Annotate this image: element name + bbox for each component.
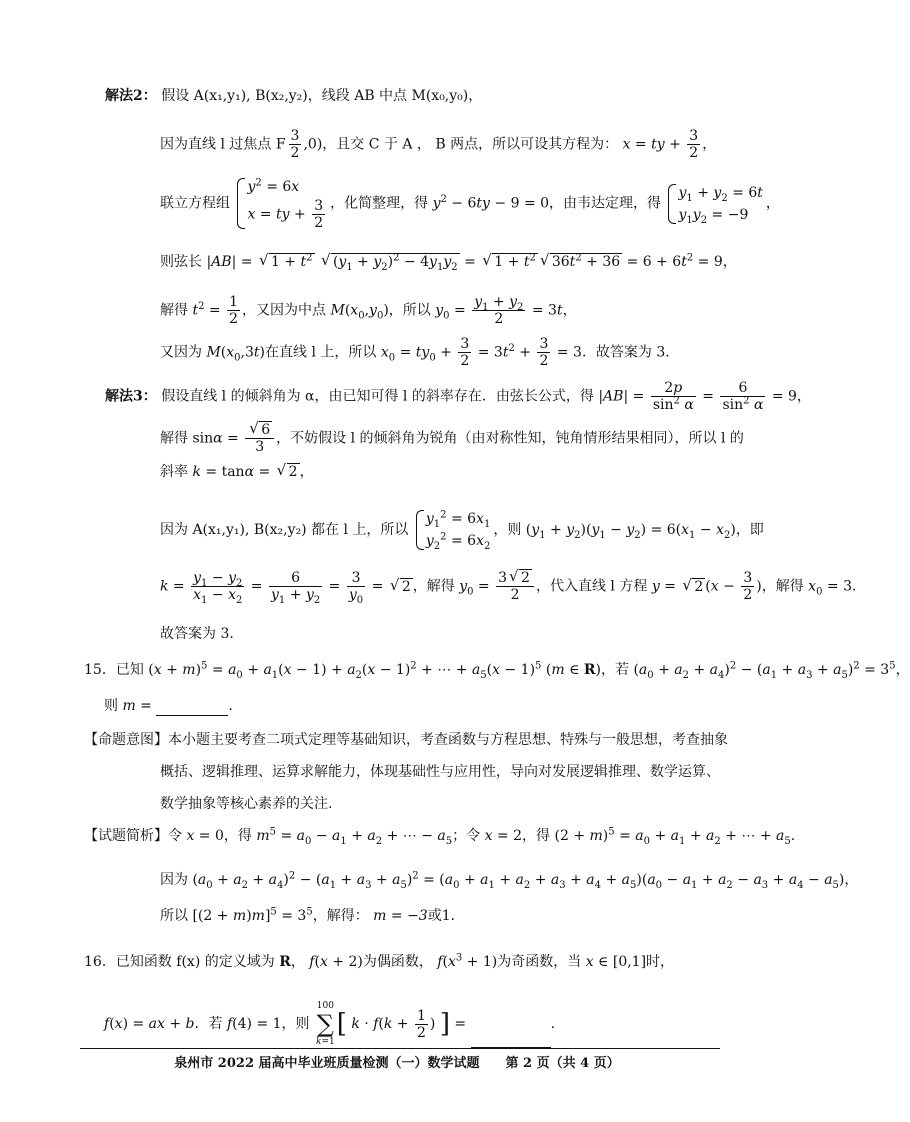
method3-line1: 解法3： 假设直线 l 的倾斜角为 α，由已知可得 l 的斜率存在．由弦长公式，得 |AB| = $\frac{2p}{\sin^2 \alpha}$ = $\frac{6}{\sin^2 \alpha}$ = 9，	[105, 380, 811, 413]
q16-stem: 16．已知函数 f(x) 的定义域为 R， f(x + 2)为偶函数， $f(x^3 + 1)$为奇函数，当 x ∈ [0,1]时，	[84, 952, 675, 970]
q15-intent-2: 概括、逻辑推理、运算求解能力，体现基础性与应用性，导向对发展逻辑推理、数学运算、	[160, 764, 720, 780]
equation-system: $y^2 = 6x$ x = ty + $\frac{3}{2}$	[237, 176, 327, 231]
method3-line6: 故答案为 3．	[160, 626, 244, 642]
method3-line2: 解得 sinα = √ $\frac{6}{3}$ ，不妨假设 l 的倾斜角为锐角（由对称性知，钝角情形结果相同），所以 l 的	[160, 422, 744, 455]
method2-line4: 则弦长 |AB| = √ $1 + t^2$ √ $(y_1 + y_2)^2 - 4y_1y_2$ = √ $1 + t^2√$ $36t^2 + 36 = 6 + 6t^2 = 9$，	[160, 252, 737, 272]
method2-line2: 因为直线 l 过焦点 F $\frac{3}{2}$ ,0)，且交 C 于 A ， B 两点，所以可设其方程为： x = ty + $\frac{3}{2}$ ，	[160, 128, 717, 161]
method2-line5: 解得 $t^2$ = $\frac{1}{2}$ ，又因为中点 $M(x_0,y_0)$，所以 $y_0$ = $\frac{y_1 + y_2}{2}$ = 3t，	[160, 294, 577, 327]
method3-line4: 因为 A(x₁,y₁), B(x₂,y₂) 都在 l 上，所以 $y_1^2 = 6x_1$ $y_2^2 = 6x_2$ ，则 $(y_1 + y_2)(y_1 - y_2) = 6(x_1 - x_2)$，即	[160, 509, 764, 552]
q15-analysis-3: 所以 $[(2 + m)m]^5 = 3^5$，解得： m = −3或1．	[160, 906, 465, 924]
page-footer: 泉州市 2022 届高中毕业班质量检测（一）数学试题 第 2 页（共 4 页）	[174, 1056, 620, 1071]
method2-label: 解法2：	[105, 88, 157, 104]
summation: 100 ∑ k=1	[315, 1001, 335, 1047]
q15-blank-line: 则 m = .	[104, 698, 233, 714]
method2-l1: 假设 A(x₁,y₁), B(x₂,y₂)，线段 AB 中点 M(x₀,y₀)，	[161, 88, 483, 104]
method3-line3: 斜率 k = tanα = √ 2 ，	[160, 462, 314, 482]
q15-analysis-1: 【试题简析】令 x = 0，得 $m^5 = a_0 - a_1 + a_2$ + ⋯ − $a_5$；令 x = 2，得 $(2 + m)^5 = a_0 + a_1 + a_2$ + ⋯ + $a_5$.	[84, 826, 796, 847]
q16-number: 16．	[84, 954, 116, 970]
q15-analysis-2: 因为 $(a_0 + a_2 + a_4)^2 - (a_1 + a_3 + a_5)^2 = (a_0 + a_1 + a_2 + a_3 + a_4 + a_5)(a_0 - a_1 + a_2 - a_3 + a_4 - a_5)$，	[160, 870, 859, 891]
method3-line5: k = $\frac{y_1 - y_2}{x_1 - x_2}$ = $\frac{6}{y_1 + y_2}$ = $\frac{3}{y_0}$ = √ 2 ，解得 $y_0$ = $\frac{3√ 2}{2}$ ，代入直线 l 方程 y = √ 2 (x − $\frac{3}{2}$ )，解得 $x_0 = 3$．	[160, 570, 866, 603]
footer-rule	[80, 1048, 720, 1049]
method3-label: 解法3：	[105, 388, 157, 405]
q15-number: 15．	[84, 662, 116, 678]
points-system: $y_1^2 = 6x_1$ $y_2^2 = 6x_2$	[416, 508, 491, 552]
method2-line1	[105, 86, 482, 106]
method2-line3: 联立方程组 $y^2 = 6x$ x = ty + $\frac{3}{2}$ ，化简整理，得 $y^2 - 6ty - 9 = 0$，由韦达定理，得 $y_1 + y_2 = 6t$ $y_1y_2 = -9$ ，	[160, 177, 780, 231]
q16-line2: f(x) = ax + b．若 f(4) = 1，则 100 ∑ k=1 [ k · f(k + $\frac{1}{2}$ ) ] = .	[104, 1001, 556, 1047]
q15-stem: 15．已知 $(x + m)^5 = a_0 + a_1(x - 1) + a_2(x - 1)^2$ + ⋯ + $a_5(x - 1)^5$ (m ∈ R)，若 $(a_0 + a_2 + a_4)^2 - (a_1 + a_3 + a_5)^2 = 3^5$，	[84, 660, 910, 681]
q15-answer-blank[interactable]	[156, 715, 228, 716]
q15-intent-1: 【命题意图】本小题主要考查二项式定理等基础知识，考查函数与方程思想、特殊与一般思想，考查抽象	[84, 732, 728, 748]
vieta-system: $y_1 + y_2 = 6t$ $y_1y_2 = -9$	[668, 182, 762, 226]
method2-line6: 又因为 $M(x_0,3t)$在直线 l 上，所以 $x_0 = ty_0$ + $\frac{3}{2}$ = $3t^2$ + $\frac{3}{2}$ = 3．故答案为 3．	[160, 336, 680, 369]
q15-intent-3: 数学抽象等核心素养的关注.	[160, 796, 333, 812]
